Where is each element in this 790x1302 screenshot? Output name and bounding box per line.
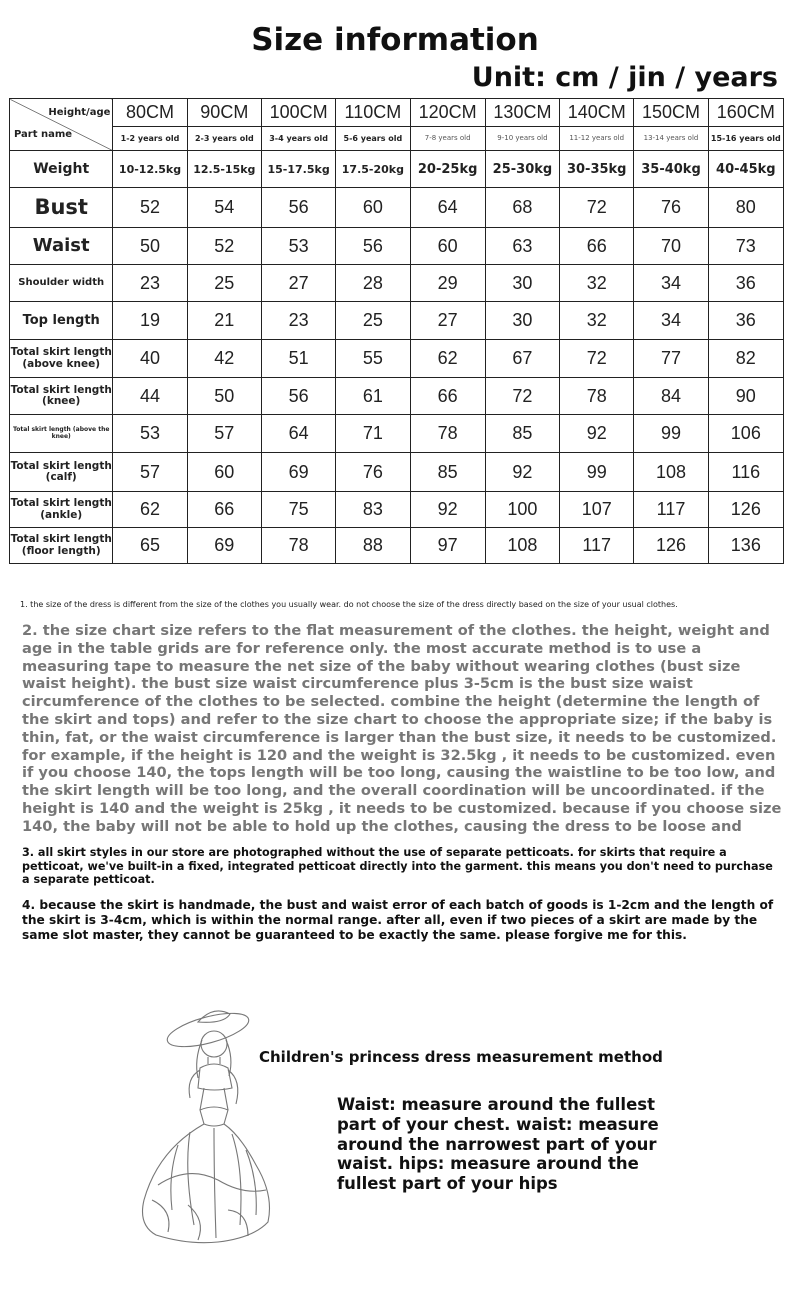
table-cell: 99 [560,453,634,492]
weight-label: Weight [10,151,113,188]
height-header: 110CM [336,99,410,127]
table-cell: 25 [187,265,261,302]
table-cell: 34 [634,265,708,302]
table-cell: 117 [560,528,634,564]
table-cell: 40 [113,340,187,378]
weight-cell: 10-12.5kg [113,151,187,188]
table-corner-header [10,99,113,151]
table-cell: 30 [485,265,559,302]
table-cell: 50 [113,228,187,265]
height-header: 140CM [560,99,634,127]
table-cell: 78 [261,528,335,564]
table-cell: 62 [113,492,187,528]
table-row [10,302,784,340]
table-cell: 21 [187,302,261,340]
height-header: 160CM [708,99,783,127]
measurement-method-description: Waist: measure around the fullest part of your chest. waist: measure around the narrowest part of your waist. hips: measure around the fullest part of your hips [337,1095,659,1194]
table-row [10,188,784,228]
table-cell: 76 [336,453,410,492]
table-cell: 66 [560,228,634,265]
age-cell: 13-14 years old [634,127,708,151]
table-cell: 36 [708,265,783,302]
table-cell: 51 [261,340,335,378]
page-title: Size information [251,22,539,58]
size-table [9,98,784,564]
table-cell: 76 [634,188,708,228]
table-cell: 107 [560,492,634,528]
age-cell: 9-10 years old [485,127,559,151]
table-row [10,492,784,528]
table-cell: 27 [261,265,335,302]
table-cell: 63 [485,228,559,265]
table-row [10,453,784,492]
table-cell: 100 [485,492,559,528]
table-cell: 88 [336,528,410,564]
height-header: 80CM [113,99,187,127]
weight-cell: 25-30kg [485,151,559,188]
table-cell: 97 [410,528,485,564]
table-cell: 32 [560,302,634,340]
table-cell: 126 [708,492,783,528]
table-cell: 85 [485,415,559,453]
table-cell: 53 [113,415,187,453]
age-cell: 15-16 years old [708,127,783,151]
table-cell: 75 [261,492,335,528]
table-cell: 126 [634,528,708,564]
table-cell: 60 [187,453,261,492]
princess-dress-illustration [128,1000,278,1245]
table-cell: 57 [113,453,187,492]
weight-cell: 15-17.5kg [261,151,335,188]
table-cell: 80 [708,188,783,228]
table-cell: 73 [708,228,783,265]
table-cell: 64 [261,415,335,453]
table-cell: 54 [187,188,261,228]
table-cell: 32 [560,265,634,302]
table-cell: 57 [187,415,261,453]
table-cell: 66 [187,492,261,528]
table-row [10,151,784,188]
measurement-method-title: Children's princess dress measurement method [259,1048,663,1066]
table-row [10,528,784,564]
weight-cell: 12.5-15kg [187,151,261,188]
table-cell: 28 [336,265,410,302]
weight-cell: 30-35kg [560,151,634,188]
row-label: Top length [10,302,113,340]
table-cell: 72 [485,378,559,415]
table-cell: 25 [336,302,410,340]
table-cell: 72 [560,188,634,228]
table-cell: 66 [410,378,485,415]
row-label: Total skirt length (calf) [10,453,113,492]
row-label: Total skirt length (above knee) [10,340,113,378]
weight-cell: 40-45kg [708,151,783,188]
table-cell: 23 [113,265,187,302]
table-cell: 56 [261,188,335,228]
table-cell: 90 [708,378,783,415]
table-cell: 50 [187,378,261,415]
table-cell: 70 [634,228,708,265]
table-cell: 19 [113,302,187,340]
table-cell: 99 [634,415,708,453]
table-cell: 42 [187,340,261,378]
row-label: Bust [10,188,113,228]
corner-part-name-label: Part name [14,129,73,140]
table-cell: 116 [708,453,783,492]
table-cell: 71 [336,415,410,453]
height-header: 150CM [634,99,708,127]
table-cell: 85 [410,453,485,492]
age-cell: 11-12 years old [560,127,634,151]
table-cell: 53 [261,228,335,265]
row-label: Total skirt length (knee) [10,378,113,415]
age-cell: 7-8 years old [410,127,485,151]
note-3: 3. all skirt styles in our store are photographed without the use of separate petticoats. for skirts that require a petticoat, we've built-in a fixed, integrated petticoat directly into the garment. this means you don't need to purchase a separate petticoat. [22,846,773,886]
weight-cell: 20-25kg [410,151,485,188]
height-header: 100CM [261,99,335,127]
table-cell: 30 [485,302,559,340]
table-cell: 69 [187,528,261,564]
table-cell: 78 [560,378,634,415]
table-cell: 84 [634,378,708,415]
row-label: Waist [10,228,113,265]
table-cell: 44 [113,378,187,415]
table-cell: 60 [410,228,485,265]
table-cell: 23 [261,302,335,340]
height-header: 130CM [485,99,559,127]
note-2: 2. the size chart size refers to the flat measurement of the clothes. the height, weight and age in the table grids are for reference only. the most accurate method is to use a measuring tape to measure the net size of the baby without wearing clothes (bust size waist height). the bust size waist circumference plus 3-5cm is the bust size waist circumference of the clothes to be selected. combine the height (determine the length of the skirt and tops) and refer to the size chart to choose the appropriate size; if the baby is thin, fat, or the waist circumference is larger than the bust size, it needs to be customized. for example, if the height is 120 and the weight is 32.5kg , it needs to be customized. even if you choose 140, the tops length will be too long, causing the waistline to be too low, and the skirt length will be too long, and the overall coordination will be uncoordinated. if the height is 140 and the weight is 25kg , it needs to be customized. because if you choose size 140, the baby will not be able to hold up the clothes, causing the dress to be loose and [22,622,782,834]
table-cell: 62 [410,340,485,378]
table-cell: 27 [410,302,485,340]
note-1: 1. the size of the dress is different from the size of the clothes you usually wear. do not choose the size of the dress directly based on the size of your usual clothes. [20,600,678,609]
table-cell: 72 [560,340,634,378]
weight-cell: 35-40kg [634,151,708,188]
age-cell: 2-3 years old [187,127,261,151]
table-row [10,265,784,302]
corner-height-age-label: Height/age [48,107,111,118]
row-label: Shoulder width [10,265,113,302]
weight-cell: 17.5-20kg [336,151,410,188]
table-row [10,228,784,265]
height-header: 120CM [410,99,485,127]
table-cell: 117 [634,492,708,528]
table-row [10,378,784,415]
unit-label: Unit: cm / jin / years [471,62,778,93]
table-cell: 92 [485,453,559,492]
table-row [10,415,784,453]
table-cell: 29 [410,265,485,302]
row-label: Total skirt length (ankle) [10,492,113,528]
table-cell: 68 [485,188,559,228]
table-cell: 60 [336,188,410,228]
table-cell: 55 [336,340,410,378]
table-cell: 52 [113,188,187,228]
table-cell: 69 [261,453,335,492]
table-cell: 136 [708,528,783,564]
table-cell: 92 [560,415,634,453]
table-cell: 83 [336,492,410,528]
age-cell: 3-4 years old [261,127,335,151]
table-cell: 78 [410,415,485,453]
table-cell: 106 [708,415,783,453]
table-cell: 36 [708,302,783,340]
table-cell: 56 [336,228,410,265]
table-cell: 108 [634,453,708,492]
table-cell: 92 [410,492,485,528]
age-cell: 1-2 years old [113,127,187,151]
table-cell: 65 [113,528,187,564]
table-cell: 34 [634,302,708,340]
row-label: Total skirt length (floor length) [10,528,113,564]
table-cell: 67 [485,340,559,378]
table-cell: 52 [187,228,261,265]
table-cell: 77 [634,340,708,378]
table-cell: 82 [708,340,783,378]
table-cell: 61 [336,378,410,415]
table-cell: 64 [410,188,485,228]
age-cell: 5-6 years old [336,127,410,151]
table-row [10,340,784,378]
note-4: 4. because the skirt is handmade, the bust and waist error of each batch of goods is 1-2cm and the length of the skirt is 3-4cm, which is within the normal range. after all, even if two pieces of a skirt are made by the same slot master, they cannot be guaranteed to be exactly the same. please forgive me for this. [22,898,774,942]
height-header: 90CM [187,99,261,127]
table-cell: 56 [261,378,335,415]
table-cell: 108 [485,528,559,564]
row-label: Total skirt length (above the knee) [10,415,113,453]
